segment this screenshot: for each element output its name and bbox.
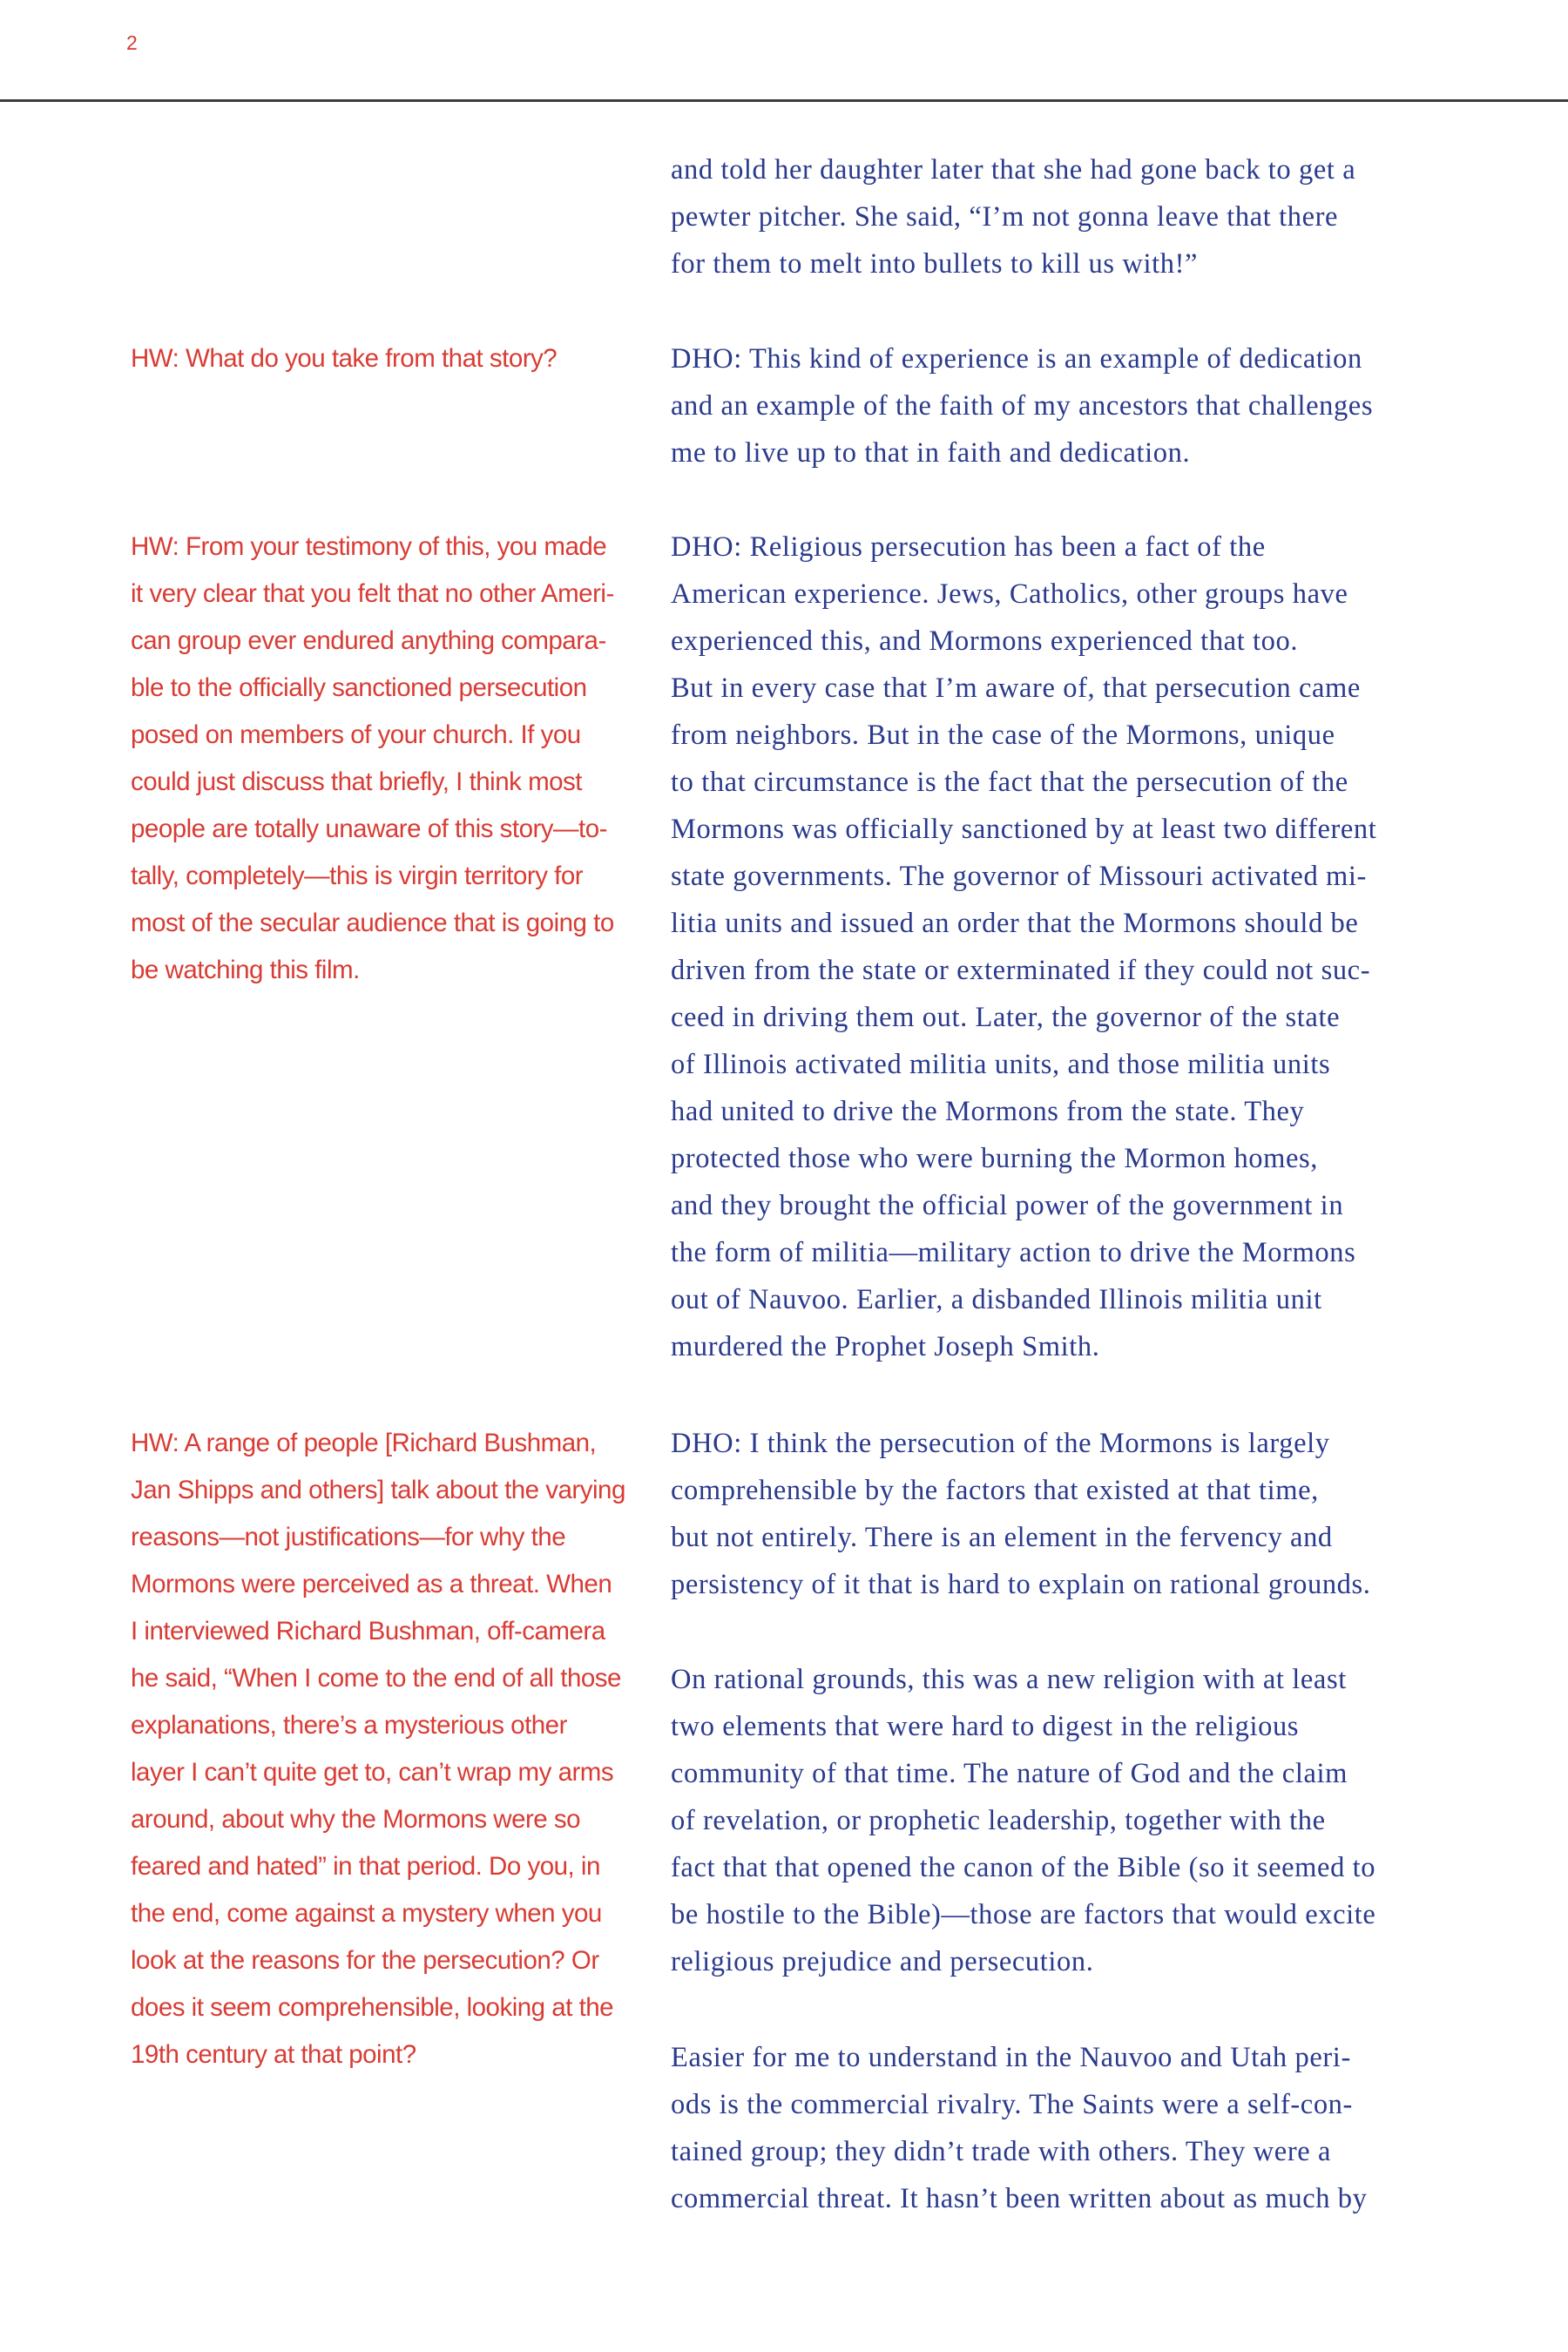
page-number: 2 (126, 31, 139, 54)
answer-paragraph: On rational grounds, this was a new religion with at least two elements that were hard to digest in the religious community of that time. The nature of God and the claim of revelation, or prophetic leadership, together with the fact that that opened the canon of the Bible (so it seemed to be hostile to the Bible)—those are factors that would excite religious prejudice and persecution. (671, 1664, 1376, 1977)
answer-paragraph: DHO: This kind of experience is an example of dedication and an example of the faith of my ancestors that challenges me to live up to that in faith and dedication. (671, 343, 1374, 469)
answer-paragraph: Easier for me to understand in the Nauvoo and Utah peri- ods is the commercial rivalry. The Saints were a self-con- tained group; they didn’t trade with others. They were a commercial threat. It hasn’t been written about as much by (671, 2042, 1368, 2214)
answer-paragraph: DHO: Religious persecution has been a fact of the American experience. Jews, Catholics, other groups have experienced this, and Mormons experienced that too. But in every case that I’m aware of, that persecution came from neighbors. But in the case of the Mormons, unique to that circumstance is the fact that the persecution of the Mormons was officially sanctioned by at least two different state governments. The governor of Missouri activated mi- litia units and issued an order that the Mormons should be driven from the state or exterminated if they could not suc- ceed in driving them out. Later, the governor of the state of Illinois activated militia units, and those militia units had united to drive the Mormons from the state. They protected those who were burning the Mormon homes, and they brought the official power of the government in the form of militia—military action to drive the Mormons out of Nauvoo. Earlier, a disbanded Illinois militia unit murdered the Prophet Joseph Smith. (671, 531, 1377, 1362)
question-paragraph: HW: A range of people [Richard Bushman, Jan Shipps and others] talk about the varying reasons—not justifications—for why the Mormons were perceived as a threat. When I interviewed Richard Bushman, off-camera he said, “When I come to the end of all those explanations, there’s a mysterious other layer I can’t quite get to, can’t wrap my arms around, about why the Mormons were so feared and hated” in that period. Do you, in the end, come against a mystery when you look at the reasons for the persecution? Or does it seem comprehensible, looking at the 19th century at that point? (131, 1429, 625, 2069)
question-paragraph: HW: What do you take from that story? (131, 344, 558, 373)
answer-paragraph: DHO: I think the persecution of the Mormons is largely comprehensible by the factors that existed at that time, but not entirely. There is an element in the fervency and persistency of it that is hard to explain on rational grounds. (671, 1428, 1371, 1600)
question-paragraph: HW: From your testimony of this, you made it very clear that you felt that no other Ameri- can group ever endured anything compara- ble to the officially sanctioned persecution posed on members of your church. If you could just discuss that briefly, I think most people are totally unaware of this story—to- tally, completely—this is virgin territory for most of the secular audience that is going to be watching this film. (131, 532, 614, 984)
answer-paragraph: and told her daughter later that she had gone back to get a pewter pitcher. She said, “I’m not gonna leave that there for them to melt into bullets to kill us with!” (671, 154, 1356, 280)
header-divider (0, 99, 1568, 102)
